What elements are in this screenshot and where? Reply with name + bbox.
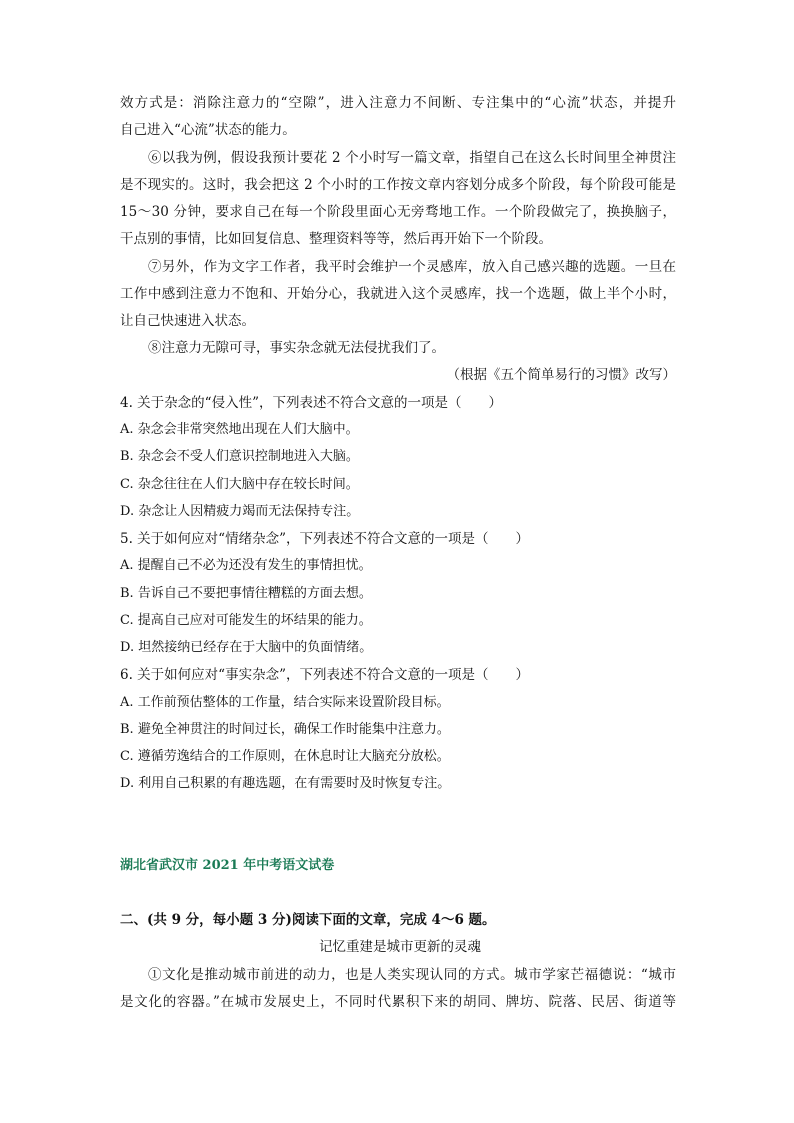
passage-line: 15～30 分钟，要求自己在每一个阶段里面心无旁骛地工作。一个阶段做完了，换换脑子， [120,204,676,220]
question-5-option-b: B. 告诉自己不要把事情往糟糕的方面去想。 [120,586,372,601]
passage-line: 干点别的事情，比如回复信息、整理资料等等，然后再开始下一个阶段。 [120,231,552,247]
question-6-option-d: D. 利用自己积累的有趣选题，在有需要时及时恢复专注。 [120,776,451,791]
passage-line: 让自己快速进入状态。 [120,313,255,329]
question-4-stem: 4. 关于杂念的“侵入性”，下列表述不符合文意的一项是（ ） [120,395,502,411]
paragraph-7-line: ⑦另外，作为文字工作者，我平时会维护一个灵感库，放入自己感兴趣的选题。一旦在 [148,259,676,275]
question-4-option-a: A. 杂念会非常突然地出现在人们大脑中。 [120,422,359,437]
question-4-option-c: C. 杂念往往在人们大脑中存在较长时间。 [120,477,359,492]
section-heading: 二、(共 9 分，每小题 3 分)阅读下面的文章，完成 4～6 题。 [120,912,496,928]
question-6-option-c: C. 遵循劳逸结合的工作原则，在休息时让大脑充分放松。 [120,749,450,764]
question-5-option-a: A. 提醒自己不必为还没有发生的事情担忧。 [120,558,372,573]
passage-line: 自己进入“心流”状态的能力。 [120,122,296,138]
passage-line: 工作中感到注意力不饱和、开始分心，我就进入这个灵感库，找一个选题，做上半个小时， [120,286,676,302]
question-5-option-d: D. 坦然接纳已经存在于大脑中的负面情绪。 [120,640,373,655]
passage-line: 是不现实的。这时，我会把这 2 个小时的工作按文章内容划分成多个阶段，每个阶段可能是 [120,177,676,193]
question-5-stem: 5. 关于如何应对“情绪杂念”，下列表述不符合文意的一项是（ ） [120,531,529,547]
article-title: 记忆重建是城市更新的灵魂 [319,939,481,955]
passage-line: 效方式是：消除注意力的“空隙”，进入注意力不间断、专注集中的“心流”状态，并提升 [120,95,676,111]
question-4-option-d: D. 杂念让人因精疲力竭而无法保持专注。 [120,504,360,519]
article-line: 是文化的容器。”在城市发展史上，不同时代累积下来的胡同、牌坊、院落、民居、街道等 [120,994,676,1010]
paragraph-8-line: ⑧注意力无隙可寻，事实杂念就无法侵扰我们了。 [148,340,445,356]
question-6-option-a: A. 工作前预估整体的工作量，结合实际来设置阶段目标。 [120,695,450,710]
question-6-stem: 6. 关于如何应对“事实杂念”，下列表述不符合文意的一项是（ ） [120,667,529,683]
exam-source-heading: 湖北省武汉市 2021 年中考语文试卷 [120,858,335,873]
article-paragraph-1-line: ①文化是推动城市前进的动力，也是人类实现认同的方式。城市学家芒福德说：“城市 [148,967,676,983]
question-5-option-c: C. 提高自己应对可能发生的坏结果的能力。 [120,613,372,628]
question-6-option-b: B. 避免全神贯注的时间过长，确保工作时能集中注意力。 [120,722,450,737]
source-citation: （根据《五个简单易行的习惯》改写） [446,367,676,383]
paragraph-6-line: ⑥以我为例，假设我预计要花 2 个小时写一篇文章，指望自己在这么长时间里全神贯注 [148,150,676,166]
question-4-option-b: B. 杂念会不受人们意识控制地进入大脑。 [120,449,359,464]
